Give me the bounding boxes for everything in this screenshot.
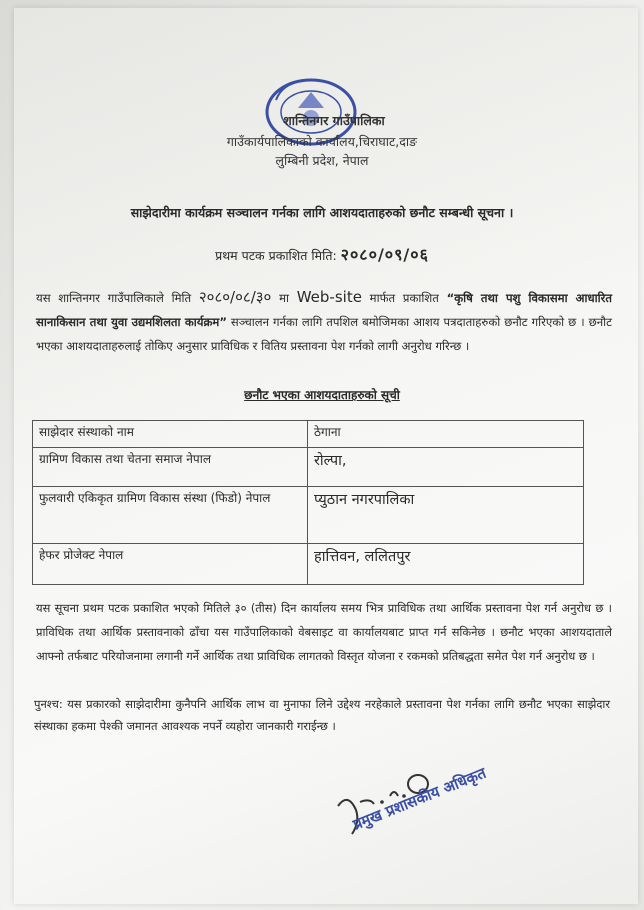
postscript-paragraph: पुनश्च: यस प्रकारको साझेदारीमा कुनैपनि आर्थिक लाभ वा मुनाफा लिने उद्देश्य नरहेकाले प्रस्तावना पेश गर्नका लागि छनौट भएका साझेदार संस्थाका हकमा पेश्की जमानत आवश्यक नपर्ने व्यहोरा जानकारी गराईन्छ । (34, 697, 610, 733)
selected-applicants-table (32, 420, 584, 585)
instructions-paragraph: यस सूचना प्रथम पटक प्रकाशित भएको मितिले ३० (तीस) दिन कार्यालय समय भित्र प्राविधिक तथा आर्थिक प्रस्तावना पेश गर्न अनुरोध छ । प्राविधिक तथा आर्थिक प्रस्तावनाको ढाँचा यस गाउँपालिकाको वेबसाइट वा कार्यालयबाट प्राप्त गर्न सकिनेछ । छनौट भएका आशयदाताले आफ्नो तर्फबाट परियोजनामा लगानी गर्ने आर्थिक तथा प्राविधिक लागतको विस्तृत योजना र रकमको प्रतिबद्धता समेत पेश गर्न अनुरोध छ । (36, 601, 612, 663)
publication-label: प्रथम पटक प्रकाशित मिति: (215, 248, 337, 263)
table-title: छनौट भएका आशयदाताहरुको सूची (244, 388, 400, 402)
org-name-cell: ग्रामिण विकास तथा चेतना समाज नेपाल (33, 448, 308, 487)
office-address: गाउँकार्यपालिकाको कार्यालय,चिराघाट,दाङ (226, 134, 418, 149)
address-cell: रोल्पा, (308, 448, 584, 487)
officer-stamp: प्रमुख प्रशासकीय अधिकृत (350, 763, 489, 834)
table-row (33, 448, 584, 487)
table-header-row (33, 421, 584, 448)
table-row (33, 487, 584, 544)
province-line: लुम्बिनी प्रदेश, नेपाल (275, 153, 369, 168)
address-cell: हात्तिवन, ललितपुर (308, 544, 584, 585)
header-cell-name: साझेदार संस्थाको नाम (33, 421, 308, 448)
municipality-name: शान्तिनगर गाउँपालिका (283, 113, 385, 128)
publication-date (0, 243, 644, 265)
intro-paragraph: यस शान्तिनगर गाउँपालिकाले मिति २०८०/०८/३० मा Web-site मार्फत प्रकाशित “कृषि तथा पशु विकासमा आधारित सानाकिसान तथा युवा उद्यमशिलता कार्यक्रम” सञ्चालन गर्नका लागि तपशिल बमोजिमका आशय पत्रदाताहरुको छनौट गरिएको छ । छनौट भएका आशयदाताहरुलाई तोकिए अनुसार प्राविधिक र वितिय प्रस्तावना पेश गर्नको लागी अनुरोध गरिन्छ । (36, 288, 613, 353)
notice-subject: साझेदारीमा कार्यक्रम सञ्चालन गर्नका लागि आशयदाताहरुको छनौट सम्बन्धी सूचना । (130, 205, 514, 220)
publication-date-value: २०८०/०९/०६ (340, 245, 429, 264)
address-cell: प्युठान नगरपालिका (308, 487, 584, 544)
header-cell-address: ठेगाना (308, 421, 584, 448)
table-row (33, 544, 584, 585)
org-name-cell: हेफर प्रोजेक्ट नेपाल (33, 544, 308, 585)
org-name-cell: फुलवारी एकिकृत ग्रामिण विकास संस्था (फिडो) नेपाल (33, 487, 308, 544)
